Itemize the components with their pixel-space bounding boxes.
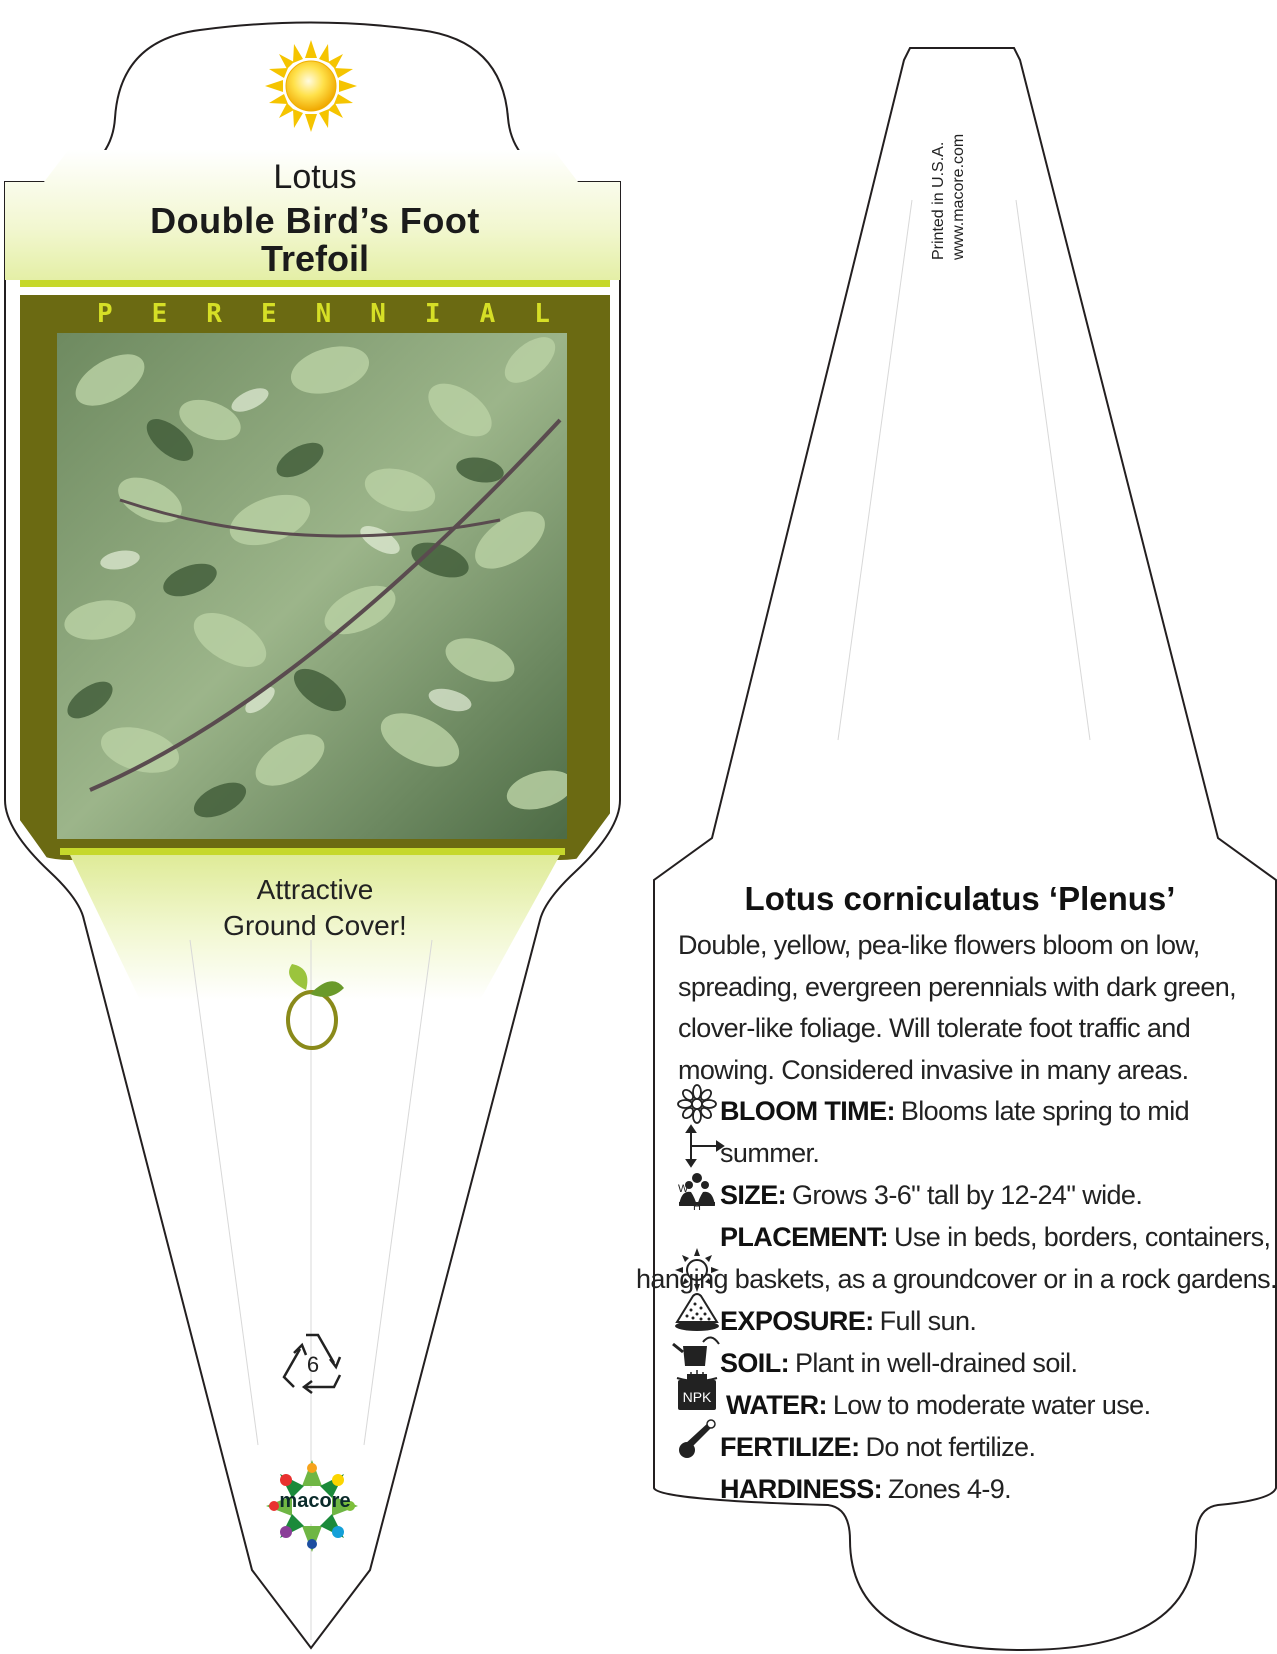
description-line: clover-like foliage. Will tolerate foot traffic and	[678, 1013, 1191, 1043]
description	[678, 925, 1268, 1091]
care-hardiness	[678, 1468, 1277, 1510]
care-text: Do not fertilize.	[865, 1432, 1036, 1462]
care-text: hanging baskets, as a groundcover or in a rock gardens.	[636, 1264, 1277, 1294]
care-soil	[678, 1342, 1277, 1384]
description-line: Double, yellow, pea-like flowers bloom on low,	[678, 930, 1200, 960]
care-list	[636, 1090, 1277, 1510]
care-text: Low to moderate water use.	[832, 1390, 1151, 1420]
care-exposure	[678, 1300, 1277, 1342]
size-h-letter: H	[693, 1201, 701, 1213]
care-water	[678, 1384, 1277, 1426]
care-label: FERTILIZE:	[720, 1432, 860, 1462]
care-label: EXPOSURE:	[720, 1306, 874, 1336]
printed-in: Printed in U.S.A.	[930, 141, 947, 260]
size-w-letter: W	[678, 1183, 688, 1195]
care-label: SOIL:	[720, 1348, 789, 1378]
care-text: Blooms late spring to mid summer.	[720, 1096, 1190, 1168]
care-text: Plant in well-drained soil.	[795, 1348, 1078, 1378]
common-name: Lotus	[273, 158, 357, 196]
brand-name: macore	[279, 1490, 351, 1512]
care-text: Full sun.	[879, 1306, 977, 1336]
plant-photo	[57, 328, 578, 839]
care-bloom-time	[678, 1090, 1277, 1174]
care-label: HARDINESS:	[720, 1474, 883, 1504]
care-size	[678, 1174, 1277, 1216]
description-line: spreading, evergreen perennials with dark green,	[678, 971, 1237, 1002]
title-line-2: Double Bird’s Foot	[150, 200, 480, 241]
care-text: Use in beds, borders, containers,	[894, 1222, 1271, 1252]
care-placement	[678, 1216, 1277, 1258]
printed-info	[930, 50, 970, 260]
tagline-line-2: Ground Cover!	[223, 910, 407, 941]
care-fertilize	[678, 1426, 1277, 1468]
category-label: PERENNIAL	[97, 299, 589, 329]
tagline-line-1: Attractive	[256, 874, 374, 905]
care-label: SIZE:	[720, 1180, 787, 1210]
care-text: Zones 4-9.	[888, 1474, 1012, 1504]
care-placement-cont	[636, 1258, 1277, 1300]
care-label: BLOOM TIME:	[720, 1096, 895, 1126]
website: www.macore.com	[950, 133, 967, 260]
tagline	[150, 872, 480, 944]
description-line: mowing. Considered invasive in many areas.	[678, 1054, 1189, 1085]
care-text: Grows 3-6" tall by 12-24" wide.	[792, 1180, 1143, 1210]
care-label: WATER:	[726, 1390, 827, 1420]
botanical-name: Lotus corniculatus ‘Plenus’	[744, 880, 1176, 917]
svg-text:NPK: NPK	[682, 1389, 712, 1405]
title-line-3: Trefoil	[260, 238, 370, 279]
care-label: PLACEMENT:	[720, 1222, 888, 1252]
recycle-number: 6	[306, 1352, 320, 1377]
